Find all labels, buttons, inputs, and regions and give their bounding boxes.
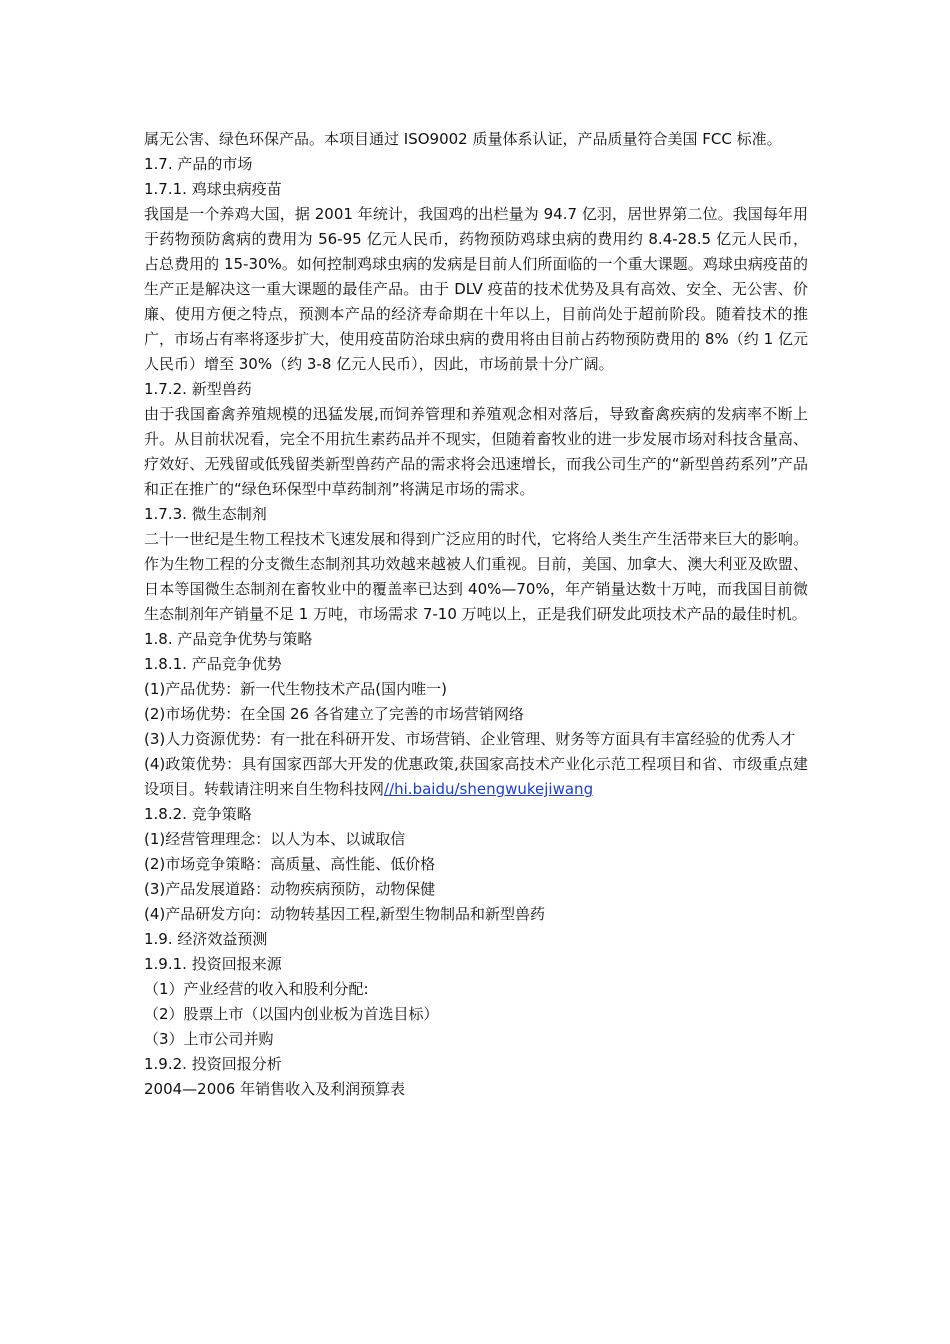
strategy-item: (3)产品发展道路：动物疾病预防，动物保健 <box>144 880 436 898</box>
strategy-item: (4)产品研发方向：动物转基因工程,新型生物制品和新型兽药 <box>144 905 546 923</box>
intro-paragraph: 属无公害、绿色环保产品。本项目通过 ISO9002 质量体系认证，产品质量符合美国 FCC 标准。 <box>144 130 782 148</box>
heading-1-9-1: 1.9.1. 投资回报来源 <box>144 955 282 973</box>
source-link[interactable]: //hi.baidu/shengwukejiwang <box>384 780 594 798</box>
heading-1-7-3: 1.7.3. 微生态制剂 <box>144 505 267 523</box>
return-source-item: （3）上市公司并购 <box>144 1030 274 1048</box>
strategy-item: (1)经营管理理念：以人为本、以诚取信 <box>144 830 406 848</box>
strategy-item: (2)市场竞争策略：高质量、高性能、低价格 <box>144 855 436 873</box>
advantage-item: (3)人力资源优势：有一批在科研开发、市场营销、企业管理、财务等方面具有丰富经验的优秀人才 <box>144 730 796 748</box>
heading-1-7-1: 1.7.1. 鸡球虫病疫苗 <box>144 180 282 198</box>
table-caption: 2004—2006 年销售收入及利润预算表 <box>144 1080 406 1098</box>
advantage-item <box>144 752 808 802</box>
heading-1-8: 1.8. 产品竞争优势与策略 <box>144 630 313 648</box>
heading-1-9-2: 1.9.2. 投资回报分析 <box>144 1055 282 1073</box>
document-body <box>144 127 808 1102</box>
return-source-item: （1）产业经营的收入和股利分配: <box>144 980 369 998</box>
paragraph-1-7-2: 由于我国畜禽养殖规模的迅猛发展,而饲养管理和养殖观念相对落后，导致畜禽疾病的发病率不断上升。从目前状况看，完全不用抗生素药品并不现实，但随着畜牧业的进一步发展市场对科技含量高、疗效好、无残留或低残留类新型兽药产品的需求将会迅速增长，而我公司生产的“新型兽药系列”产品和正在推广的“绿色环保型中草药制剂”将满足市场的需求。 <box>144 405 808 498</box>
heading-1-9: 1.9. 经济效益预测 <box>144 930 268 948</box>
heading-1-8-2: 1.8.2. 竞争策略 <box>144 805 252 823</box>
advantage-text: (4)政策优势：具有国家西部大开发的优惠政策,获国家高技术产业化示范工程项目和省、市级重点建设项目。转载请注明来自生物科技网 <box>144 755 808 798</box>
heading-1-7-2: 1.7.2. 新型兽药 <box>144 380 252 398</box>
return-source-item: （2）股票上市（以国内创业板为首选目标） <box>144 1005 439 1023</box>
heading-1-7: 1.7. 产品的市场 <box>144 155 253 173</box>
paragraph-1-7-1: 我国是一个养鸡大国，据 2001 年统计，我国鸡的出栏量为 94.7 亿羽，居世界第二位。我国每年用于药物预防禽病的费用为 56-95 亿元人民币，药物预防鸡球虫病的费用约 8.4-28.5 亿元人民币，占总费用的 15-30%。如何控制鸡球虫病的发病是目前人们所面临的一个重大课题。鸡球虫病疫苗的生产正是解决这一重大课题的最佳产品。由于 DLV 疫苗的技术优势及具有高效、安全、无公害、价廉、使用方便之特点，预测本产品的经济寿命期在十年以上，目前尚处于超前阶段。随着技术的推广，市场占有率将逐步扩大，使用疫苗防治球虫病的费用将由目前占药物预防费用的 8%（约 1 亿元人民币）增至 30%（约 3-8 亿元人民币），因此，市场前景十分广阔。 <box>144 205 808 373</box>
advantage-item: (1)产品优势：新一代生物技术产品(国内唯一) <box>144 680 447 698</box>
heading-1-8-1: 1.8.1. 产品竞争优势 <box>144 655 282 673</box>
paragraph-1-7-3: 二十一世纪是生物工程技术飞速发展和得到广泛应用的时代，它将给人类生产生活带来巨大的影响。作为生物工程的分支微生态制剂其功效越来越被人们重视。目前，美国、加拿大、澳大利亚及欧盟、日本等国微生态制剂在畜牧业中的覆盖率已达到 40%—70%，年产销量达数十万吨，而我国目前微生态制剂年产销量不足 1 万吨，市场需求 7-10 万吨以上，正是我们研发此项技术产品的最佳时机。 <box>144 530 808 623</box>
advantage-item: (2)市场优势：在全国 26 各省建立了完善的市场营销网络 <box>144 705 524 723</box>
